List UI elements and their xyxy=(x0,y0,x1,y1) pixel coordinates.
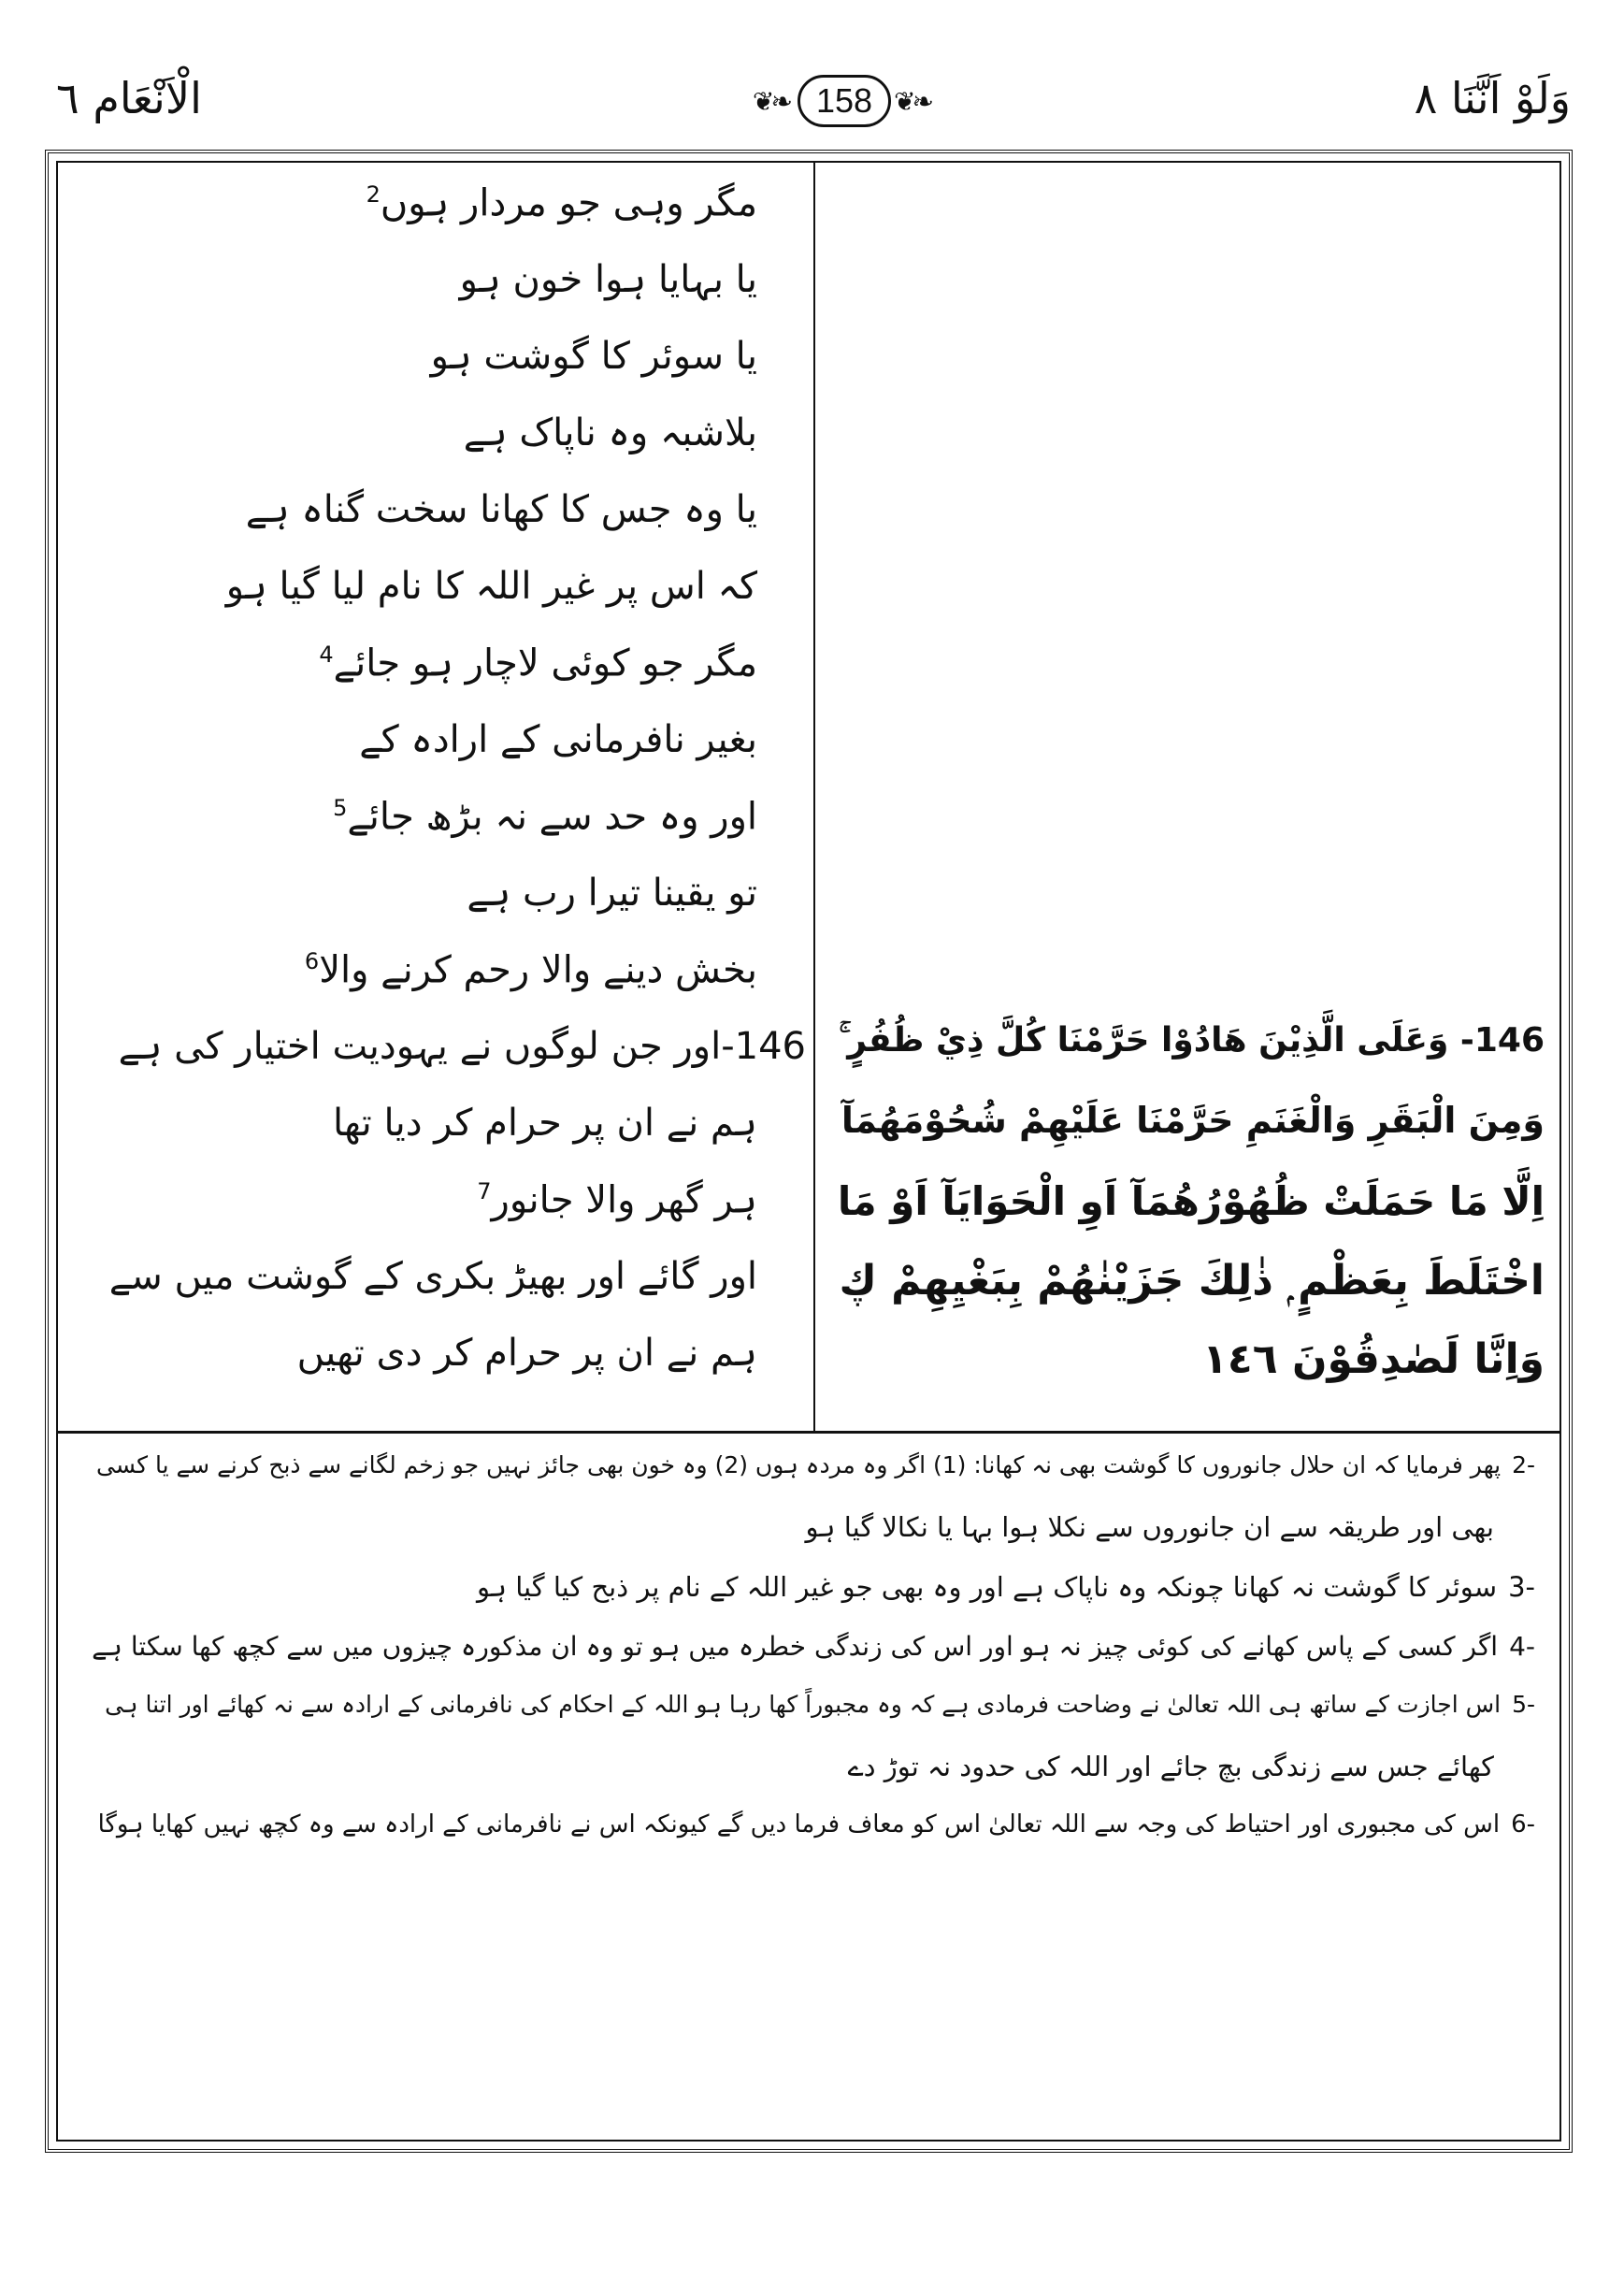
translation-line xyxy=(460,258,757,301)
translation-line xyxy=(467,872,757,915)
translation-text: 146-اور جن لوگوں نے یہودیت اختیار کی ہے xyxy=(118,1025,806,1068)
content-box xyxy=(56,161,1561,2142)
arabic-verse-line: وَاِنَّا لَصٰدِقُوْنَ ١٤٦ xyxy=(1202,1335,1545,1383)
footnote-marker: 5 xyxy=(333,795,348,821)
footnote-text: پھر فرمایا کہ ان حلال جانوروں کا گوشت بھی نہ کھانا: (1) اگر وہ مردہ ہوں (2) وہ خون بھی جائز نہیں جو زخم لگانے سے ذبح کرنے سے یا کسی xyxy=(96,1451,1502,1478)
footnote-number: -3 xyxy=(1508,1571,1535,1603)
translation-text: بلاشبہ وہ ناپاک ہے xyxy=(463,411,757,454)
ornament-left-icon: ❦❧ xyxy=(753,86,789,117)
footnote-text: اس کی مجبوری اور احتیاط کی وجہ سے اللہ تعالیٰ اس کو معاف فرما دیں گے کیونکہ اس نے نافرمانی کے ارادہ سے وہ کچھ نہیں کھایا ہوگا xyxy=(97,1810,1501,1839)
footnote-marker: 7 xyxy=(477,1178,492,1204)
arabic-verse-line: اخْتَلَطَ بِعَظْمٍ ۭ ذٰلِكَ جَزَيْنٰهُمْ بِبَغْيِهِمْ ڮ xyxy=(839,1257,1545,1305)
page-number: 158 xyxy=(798,75,891,127)
translation-line xyxy=(319,642,757,685)
translation-text: کہ اس پر غیر اللہ کا نام لیا گیا ہو xyxy=(225,565,757,608)
footnote-marker: 4 xyxy=(319,642,334,668)
translation-line xyxy=(297,1332,757,1375)
page-number-badge xyxy=(753,65,930,131)
translation-text: اور گائے اور بھیڑ بکری کے گوشت میں سے xyxy=(108,1255,757,1298)
translation-text: ہم نے ان پر حرام کر دی تھیں xyxy=(296,1332,757,1375)
translation-line xyxy=(226,565,757,608)
footnote-text: سوئر کا گوشت نہ کھانا چونکہ وہ ناپاک ہے اور وہ بھی جو غیر اللہ کے نام پر ذبح کیا گیا ہو xyxy=(477,1571,1498,1603)
translation-text: مگر جو کوئی لاچار ہو جائے xyxy=(333,642,757,685)
translation-text: یا وہ جس کا کھانا سخت گناہ ہے xyxy=(245,488,757,531)
footnote-number: -5 xyxy=(1512,1691,1535,1718)
page-header xyxy=(56,65,1571,140)
translation-text: اور وہ حد سے نہ بڑھ جائے xyxy=(347,795,757,839)
translation-text: بخش دینے والا رحم کرنے والا xyxy=(319,948,757,992)
translation-line xyxy=(366,181,757,224)
footnote-continuation: بھی اور طریقہ سے ان جانوروں سے نکلا ہوا بہا یا نکالا گیا ہو xyxy=(805,1511,1494,1543)
footnote xyxy=(98,1810,1535,1839)
translation-line xyxy=(246,488,757,531)
footnote xyxy=(96,1451,1535,1478)
footnote-continuation: کھائے جس سے زندگی بچ جائے اور اللہ کی حدود نہ توڑ دے xyxy=(847,1751,1494,1782)
translation-column xyxy=(58,163,813,1431)
translation-line xyxy=(119,1025,806,1068)
surah-title: الْاَنْعَام ٦ xyxy=(56,73,202,123)
page-frame xyxy=(45,150,1573,2153)
footnote xyxy=(477,1571,1535,1603)
column-divider xyxy=(813,163,815,1431)
translation-line xyxy=(333,795,757,838)
translation-line xyxy=(305,948,757,991)
footnote-number: -4 xyxy=(1509,1631,1535,1662)
translation-text: تو یقینا تیرا رب ہے xyxy=(467,872,757,915)
translation-line xyxy=(477,1178,757,1221)
ornament-right-icon: ❦❧ xyxy=(894,86,930,117)
translation-text: ہر گھر والا جانور xyxy=(491,1178,757,1222)
arabic-verse-line: وَمِنَ الْبَقَرِ وَالْغَنَمِ حَرَّمْنَا عَلَيْهِمْ شُحُوْمَهُمَآ xyxy=(841,1100,1545,1141)
translation-line xyxy=(431,335,757,378)
translation-text: مگر وہی جو مردار ہوں xyxy=(380,181,757,225)
footnote-number: -6 xyxy=(1511,1810,1535,1839)
footnote-marker: 6 xyxy=(304,948,320,974)
footnote-number: -2 xyxy=(1512,1451,1535,1478)
arabic-column xyxy=(817,163,1573,1431)
footnote-marker: 2 xyxy=(366,181,381,208)
translation-text: یا بہایا ہوا خون ہو xyxy=(459,258,757,301)
translation-line xyxy=(359,718,757,761)
footnote-text: اگر کسی کے پاس کھانے کی کوئی چیز نہ ہو اور اس کی زندگی خطرہ میں ہو تو وہ ان مذکورہ چیزوں میں سے کچھ کھا سکتا ہے xyxy=(92,1631,1499,1662)
arabic-verse-line: اِلَّا مَا حَمَلَتْ ظُهُوْرُهُمَآ اَوِ الْحَوَايَآ اَوْ مَا xyxy=(837,1178,1545,1224)
translation-text: یا سوئر کا گوشت ہو xyxy=(430,335,757,378)
translation-text: ہم نے ان پر حرام کر دیا تھا xyxy=(332,1102,757,1145)
footnote-text: اس اجازت کے ساتھ ہی اللہ تعالیٰ نے وضاحت فرمادی ہے کہ وہ مجبوراً کھا رہا ہو اللہ کے احکام کی نافرمانی کے ارادہ سے نہ کھائے اور اتنا ہی xyxy=(105,1691,1502,1718)
footnote-divider xyxy=(58,1431,1559,1434)
translation-line xyxy=(109,1255,757,1298)
translation-text: بغیر نافرمانی کے ارادہ کے xyxy=(359,718,757,761)
footnote xyxy=(92,1631,1535,1662)
juz-title: وَلَوْ اَنَّنَا ٨ xyxy=(1414,73,1571,123)
translation-line xyxy=(333,1102,757,1145)
translation-line xyxy=(464,411,757,454)
arabic-verse-line: 146- وَعَلَى الَّذِيْنَ هَادُوْا حَرَّمْنَا كُلَّ ذِيْ ظُفُرٍ ۚ xyxy=(839,1021,1545,1060)
footnote xyxy=(105,1691,1535,1718)
